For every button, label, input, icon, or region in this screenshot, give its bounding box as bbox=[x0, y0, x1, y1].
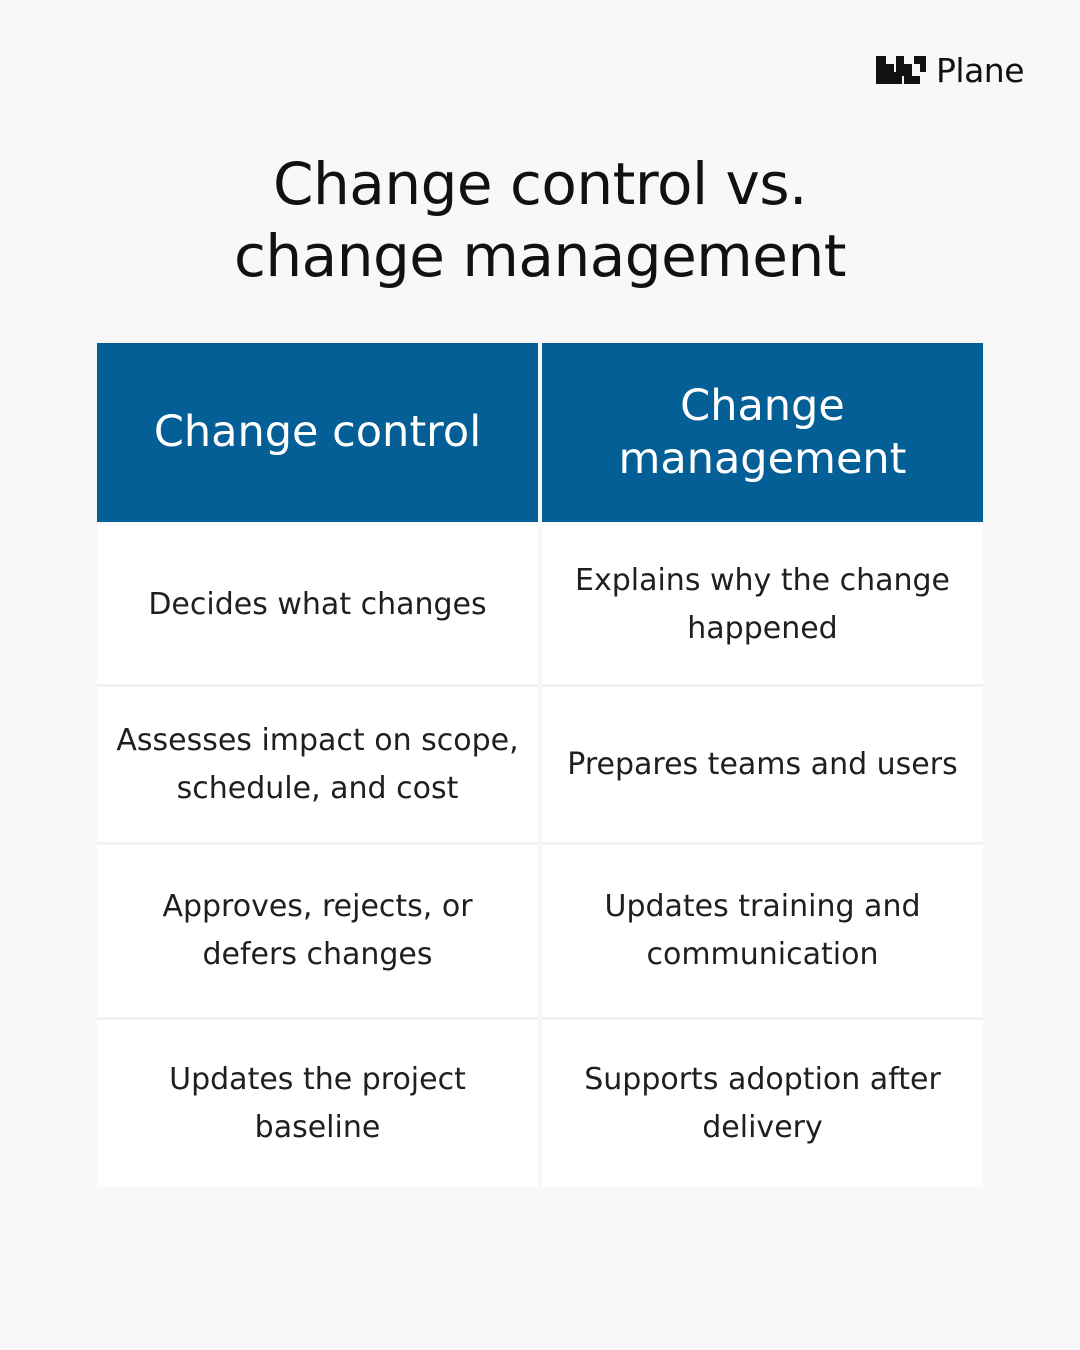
table-cell-management-4: Supports adoption after delivery bbox=[542, 1017, 983, 1187]
brand-name: Plane bbox=[936, 50, 1025, 90]
table-cell-control-1: Decides what changes bbox=[97, 522, 538, 684]
table-cell-management-3: Updates training and communication bbox=[542, 842, 983, 1017]
column-header-change-control: Change control bbox=[97, 343, 538, 522]
page-title-line-1: Change control vs. bbox=[273, 150, 807, 218]
table-cell-management-1: Explains why the change happened bbox=[542, 522, 983, 684]
page-title bbox=[0, 148, 1080, 292]
comparison-table bbox=[97, 343, 983, 1187]
table-cell-management-2: Prepares teams and users bbox=[542, 684, 983, 842]
table-cell-control-2: Assesses impact on scope, schedule, and cost bbox=[97, 684, 538, 842]
plane-logo-icon bbox=[874, 52, 928, 88]
page-title-line-2: change management bbox=[234, 222, 846, 290]
table-cell-control-4: Updates the project baseline bbox=[97, 1017, 538, 1187]
column-header-change-management: Change management bbox=[542, 343, 983, 522]
table-cell-control-3: Approves, rejects, or defers changes bbox=[97, 842, 538, 1017]
brand-logo bbox=[874, 52, 1024, 88]
